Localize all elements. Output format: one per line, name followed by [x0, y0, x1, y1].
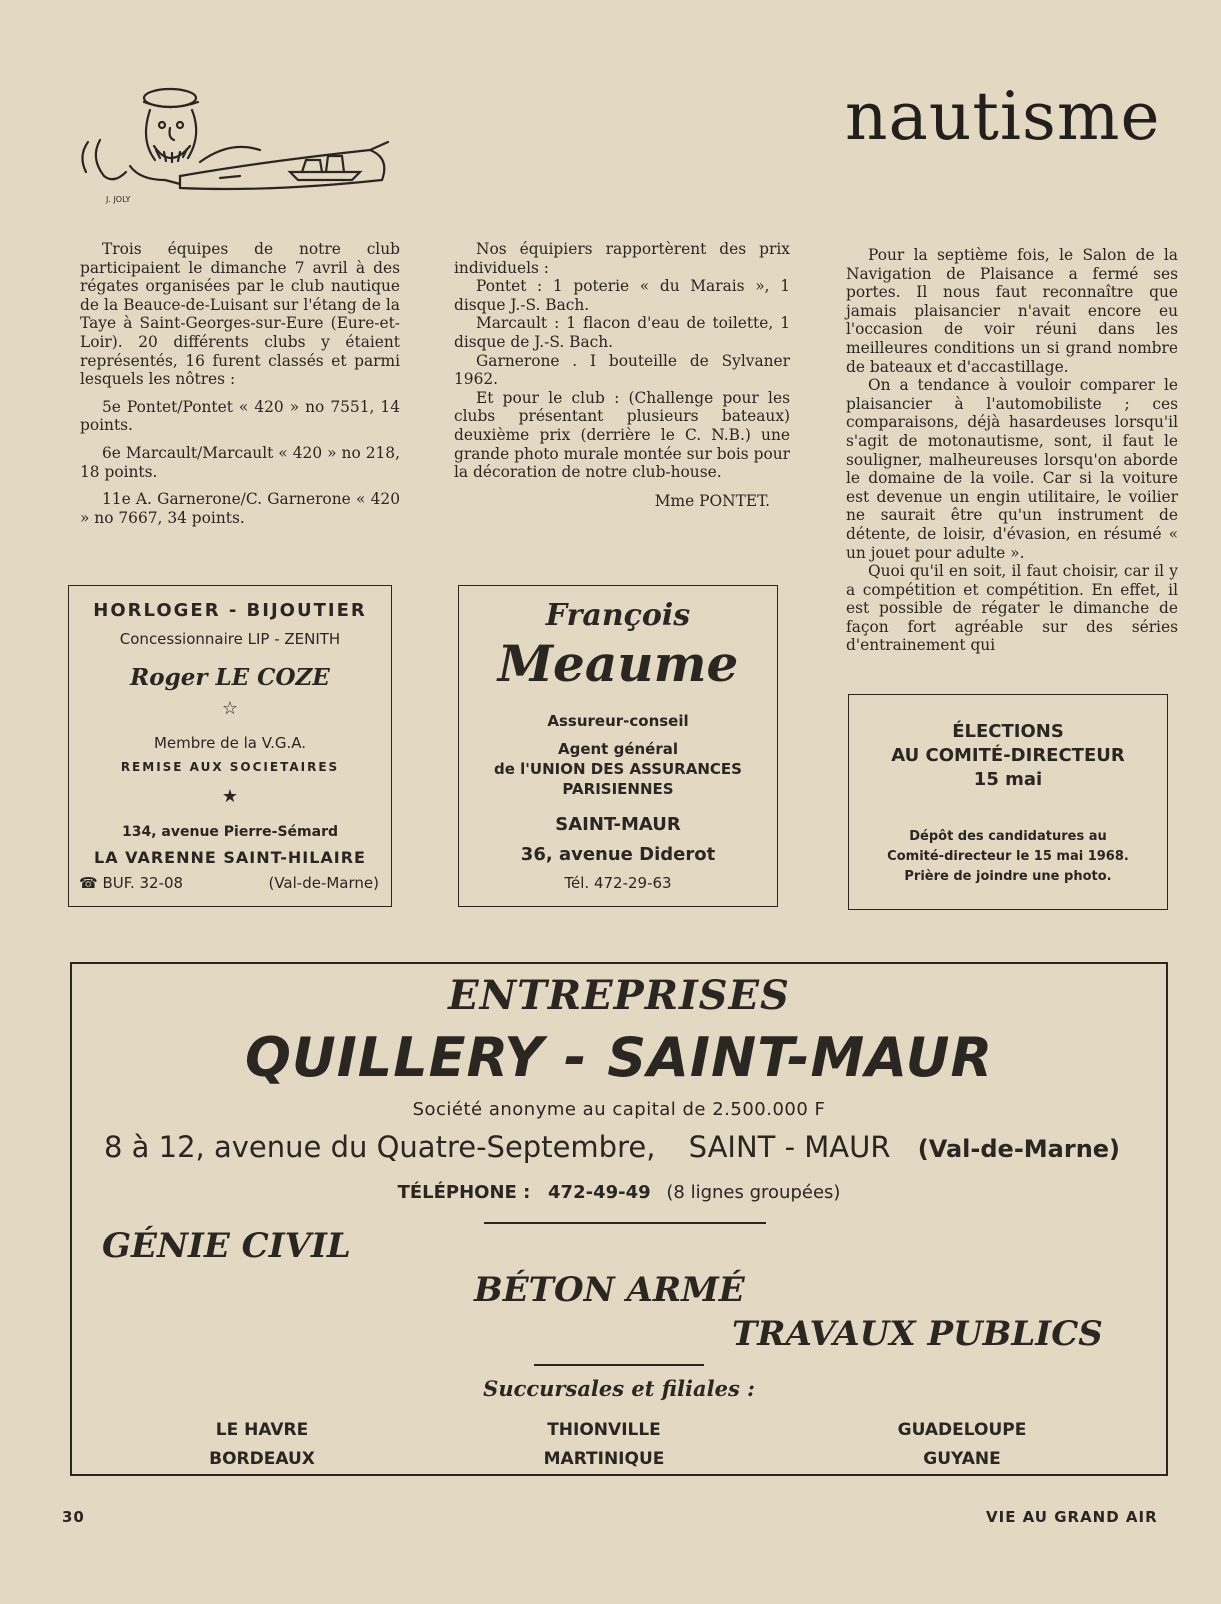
divider: [534, 1364, 704, 1366]
service-label: GÉNIE CIVIL: [102, 1226, 351, 1266]
illustration-signature: J. JOLY: [106, 195, 131, 204]
section-title: nautisme: [845, 78, 1161, 155]
result-item: 5e Pontet/Pontet « 420 » no 7551, 14 points.: [80, 397, 400, 435]
article-paragraph: Garnerone . I bouteille de Sylvaner 1962.: [454, 351, 790, 389]
notice-note: Prière de joindre une photo.: [904, 869, 1112, 884]
ad-quillery: [70, 962, 1168, 1476]
notice-line: ÉLECTIONS: [952, 721, 1064, 742]
ad-phone-row: [69, 874, 391, 892]
telephone-icon: ☎: [79, 874, 98, 892]
branch-column: [504, 1416, 704, 1474]
service-label: TRAVAUX PUBLICS: [732, 1314, 1103, 1354]
ad-address: 134, avenue Pierre-Sémard: [122, 824, 338, 840]
ad-meaume: [458, 585, 778, 907]
branch-item: LE HAVRE: [215, 1420, 309, 1440]
notice-elections: [848, 694, 1168, 910]
star-filled-icon: ★: [221, 786, 239, 807]
ad-concession: Concessionnaire LIP - ZENITH: [119, 630, 341, 648]
ad-dept: (Val-de-Marne): [917, 1135, 1121, 1163]
article-paragraph: Et pour le club : (Challenge pour les clubs présentant plusieurs bateaux) deuxième prix (derrière le C. N.B.) une grande photo murale montée sur bois pour la décoration de notre club-house.: [454, 388, 790, 482]
notice-line: AU COMITÉ-DIRECTEUR: [891, 745, 1125, 766]
branch-column: [862, 1416, 1062, 1474]
ad-phone-note: (8 lignes groupées): [666, 1182, 841, 1203]
ad-member: Membre de la V.G.A.: [153, 734, 307, 752]
ad-city: SAINT - MAUR: [688, 1130, 891, 1164]
ad-first-name: François: [545, 598, 691, 633]
ad-name: Roger LE COZE: [130, 664, 330, 691]
article-paragraph: Quoi qu'il en soit, il faut choisir, car il y a compétition et compétition. En effet, il est possible de régater le dimanche de façon fort agréable sur des séries d'entrainement qui: [846, 562, 1178, 655]
star-icon: ☆: [221, 698, 239, 719]
magazine-name: VIE AU GRAND AIR: [986, 1508, 1158, 1526]
ad-address: 36, avenue Diderot: [520, 844, 716, 865]
ad-agent: Agent général: [557, 740, 678, 758]
branch-item: MARTINIQUE: [543, 1449, 665, 1469]
article-paragraph: Pontet : 1 poterie « du Marais », 1 disque J.-S. Bach.: [454, 277, 790, 314]
notice-note: Dépôt des candidatures au: [909, 829, 1107, 844]
article-paragraph: Trois équipes de notre club participaient le dimanche 7 avril à des régates organisées par le club nautique de la Beauce-de-Luisant sur l'étang de la Taye à Saint-Georges-sur-Eure (Eure-et-Loir). 20 différents clubs y étaient représentés, 16 furent classés et parmi lesquels les nôtres :: [80, 240, 400, 389]
ad-dept: (Val-de-Marne): [268, 874, 379, 892]
ad-phone-label: TÉLÉPHONE :: [397, 1182, 531, 1203]
ad-role: Assureur-conseil: [547, 712, 689, 730]
sailor-illustration: [70, 80, 405, 210]
ad-last-name: Meaume: [497, 634, 739, 693]
branch-item: GUYANE: [923, 1449, 1001, 1469]
ad-phone: BUF. 32-08: [102, 874, 184, 892]
ad-capital: Société anonyme au capital de 2.500.000 F: [412, 1099, 826, 1120]
article-paragraph: Pour la septième fois, le Salon de la Navigation de Plaisance a fermé ses portes. Il nous faut reconnaître que jamais plaisancier n'avait encore eu l'occasion de voir réuni dans les meilleures conditions un si grand nombre de bateaux et d'accastillage.: [846, 246, 1178, 376]
branch-item: BORDEAUX: [209, 1449, 315, 1469]
ad-address: 8 à 12, avenue du Quatre-Septembre,: [104, 1130, 656, 1164]
ad-phone: 472-49-49: [548, 1182, 651, 1203]
ad-city: LA VARENNE SAINT-HILAIRE: [94, 848, 366, 867]
ad-company-line2: PARISIENNES: [562, 780, 674, 798]
ad-branches-label: Succursales et filiales :: [483, 1376, 755, 1401]
ad-city: SAINT-MAUR: [555, 814, 681, 835]
branch-column: [172, 1416, 352, 1474]
branch-item: GUADELOUPE: [897, 1420, 1027, 1440]
article-paragraph: On a tendance à vouloir comparer le plaisancier à l'automobiliste ; ces comparaisons, déjà hasardeuses lorsqu'il s'agit de motonautisme, sont, il faut le souligner, malheureuses lorsqu'on aborde le domaine de la voile. Car si la voiture est devenue un engin utilitaire, le voilier ne saurait être qu'un instrument de détente, de loisir, d'évasion, en résumé « un jouet pour adulte ».: [846, 376, 1178, 562]
ad-address-row: [72, 1130, 1166, 1164]
article-paragraph: Nos équipiers rapportèrent des prix individuels :: [454, 240, 790, 277]
article-paragraph: Marcault : 1 flacon d'eau de toilette, 1 disque de J.-S. Bach.: [454, 314, 790, 351]
divider: [484, 1222, 766, 1224]
ad-title: HORLOGER - BIJOUTIER: [93, 600, 367, 621]
article-column-3: [846, 246, 1178, 655]
result-item: 11e A. Garnerone/C. Garnerone « 420 » no 7667, 34 points.: [80, 490, 400, 527]
result-item: 6e Marcault/Marcault « 420 » no 218, 18 points.: [80, 443, 400, 481]
ad-company-name: QUILLERY - SAINT-MAUR: [244, 1026, 994, 1089]
ad-phone: Tél. 472-29-63: [564, 874, 672, 892]
page-number: 30: [62, 1508, 85, 1526]
article-column-2: [454, 240, 790, 510]
ad-horloger: [68, 585, 392, 907]
article-column-1: [80, 240, 400, 527]
ad-heading: ENTREPRISES: [448, 972, 790, 1019]
ad-discount: REMISE AUX SOCIETAIRES: [120, 760, 340, 774]
ad-company-line1: de l'UNION DES ASSURANCES: [494, 760, 742, 778]
notice-note: Comité-directeur le 15 mai 1968.: [887, 849, 1129, 864]
ad-phone-row: [72, 1182, 1166, 1203]
article-signature: Mme PONTET.: [654, 491, 770, 510]
notice-date: 15 mai: [973, 769, 1043, 790]
service-label: BÉTON ARMÉ: [474, 1270, 745, 1310]
branch-item: THIONVILLE: [547, 1420, 661, 1440]
